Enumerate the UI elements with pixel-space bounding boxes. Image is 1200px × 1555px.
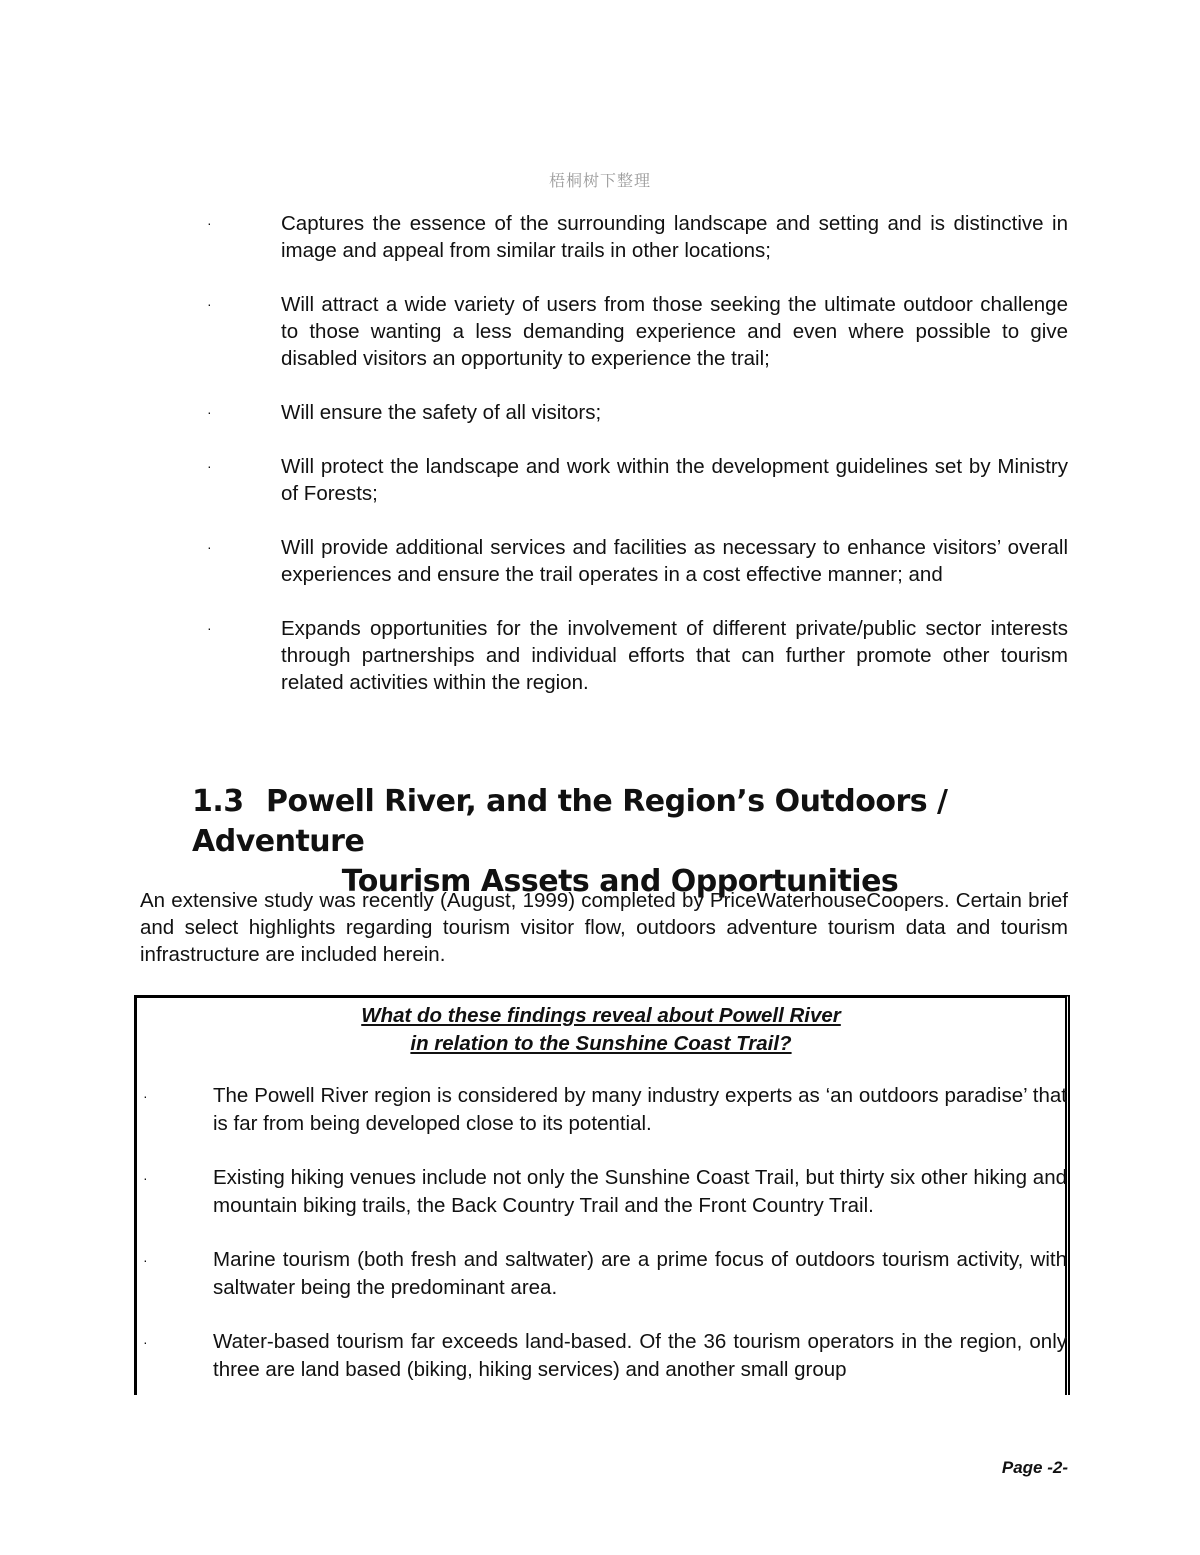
list-item: [205, 291, 1068, 372]
list-item-text: Will attract a wide variety of users from those seeking the ultimate outdoor challenge to those wanting a less demanding experience and even where possible to give disabled visitors an opportunity to experience the trail;: [281, 293, 1068, 370]
intro-paragraph: An extensive study was recently (August, 1999) completed by PriceWaterhouseCoopers. Certain brief and select highlights regarding tourism visitor flow, outdoors adventure tourism data and tourism infrastructure are included herein.: [140, 889, 1068, 966]
list-item: [143, 1246, 1067, 1302]
section-heading-line1: [160, 782, 1060, 862]
findings-box-title: [137, 1002, 1065, 1058]
list-item: [205, 399, 1068, 426]
bullet-marker: ·: [143, 1170, 148, 1186]
list-item-text: Will provide additional services and facilities as necessary to enhance visitors’ overall experiences and ensure the trail operates in a cost effective manner; and: [281, 536, 1068, 586]
list-item-text: Water-based tourism far exceeds land-based. Of the 36 tourism operators in the region, only three are land based (biking, hiking services) and another small group: [213, 1330, 1067, 1381]
bullet-marker: ·: [207, 539, 212, 555]
list-item-text: Will protect the landscape and work within the development guidelines set by Ministry of Forests;: [281, 455, 1068, 505]
bullet-marker: ·: [207, 404, 212, 420]
list-item-text: The Powell River region is considered by many industry experts as ‘an outdoors paradise’ that is far from being developed close to its potential.: [213, 1084, 1067, 1135]
trail-goals-list: [205, 210, 1068, 723]
bullet-marker: ·: [143, 1252, 148, 1268]
list-item: [143, 1164, 1067, 1220]
findings-title-line2: in relation to the Sunshine Coast Trail?: [410, 1032, 792, 1055]
list-item-text: Will ensure the safety of all visitors;: [281, 401, 602, 424]
section-title-part2: Tourism Assets and Opportunities: [341, 864, 899, 899]
list-item-text: Expands opportunities for the involvement of different private/public sector interests through partnerships and individual efforts that can further promote other tourism related activities within the region.: [281, 617, 1068, 694]
list-item-text: Existing hiking venues include not only the Sunshine Coast Trail, but thirty six other hiking and mountain biking trails, the Back Country Trail and the Front Country Trail.: [213, 1166, 1067, 1217]
list-item: [205, 534, 1068, 588]
section-number: 1.3: [192, 784, 244, 819]
list-item-text: Marine tourism (both fresh and saltwater) are a prime focus of outdoors tourism activity, with saltwater being the predominant area.: [213, 1248, 1067, 1299]
bullet-marker: ·: [207, 620, 212, 636]
section-heading: [160, 782, 1060, 902]
list-item: [205, 453, 1068, 507]
bullet-marker: ·: [207, 215, 212, 231]
findings-box: [134, 995, 1070, 1395]
list-item-text: Captures the essence of the surrounding landscape and setting and is distinctive in image and appeal from similar trails in other locations;: [281, 212, 1068, 262]
findings-title-line1: What do these findings reveal about Powell River: [361, 1004, 841, 1027]
watermark-text: 梧桐树下整理: [548, 171, 651, 190]
findings-list: [143, 1082, 1067, 1410]
list-item: [205, 615, 1068, 696]
bullet-marker: ·: [143, 1088, 148, 1104]
list-item: [143, 1082, 1067, 1138]
bullet-marker: ·: [207, 458, 212, 474]
bullet-marker: ·: [207, 296, 212, 312]
list-item: [143, 1328, 1067, 1384]
page-number: Page -2-: [1001, 1458, 1068, 1477]
section-title-part1: Powell River, and the Region’s Outdoors / Adventure: [192, 784, 948, 859]
bullet-marker: ·: [143, 1334, 148, 1350]
list-item: [205, 210, 1068, 264]
